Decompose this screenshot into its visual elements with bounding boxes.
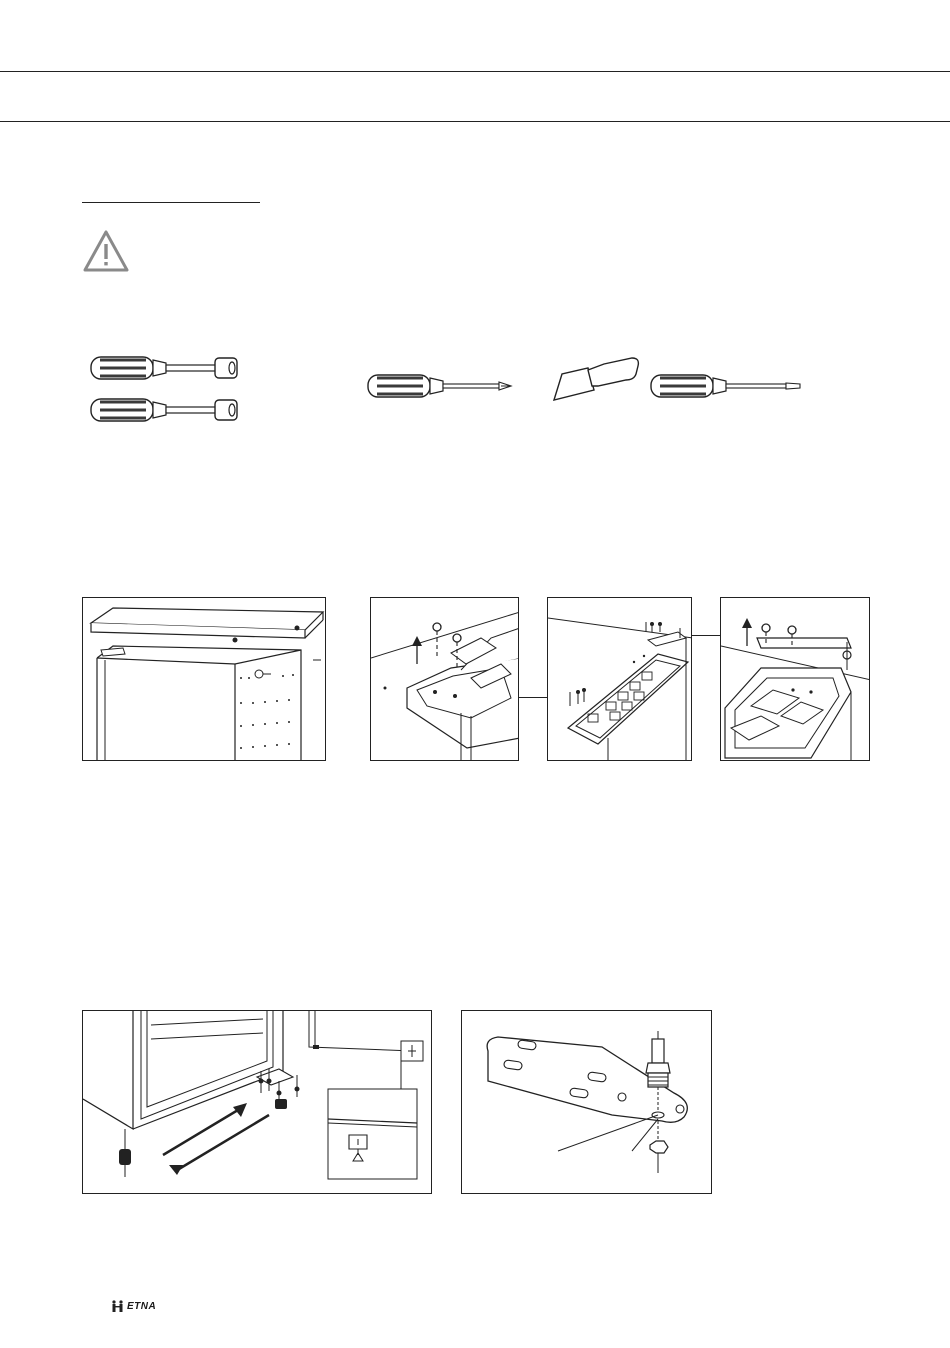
header-rule-top [0, 71, 950, 72]
socket-driver-icon [88, 352, 243, 384]
brand-logo-text: ETNA [127, 1300, 157, 1312]
connector-line [692, 635, 721, 636]
brand-logo [111, 1299, 156, 1313]
putty-knife-icon [548, 356, 643, 408]
figure-top-overview [547, 597, 692, 761]
section-heading-underline [82, 202, 260, 203]
phillips-screwdriver-icon [365, 370, 520, 402]
etna-figures-icon [111, 1300, 125, 1312]
figure-bottom-hinge [82, 1010, 432, 1194]
connector-line [519, 697, 548, 698]
figure-top-cover-removal [82, 597, 326, 761]
socket-driver-icon [88, 394, 243, 426]
figure-hinge-cover-left [370, 597, 519, 761]
figure-hinge-plate [461, 1010, 712, 1194]
warning-triangle-icon [82, 229, 130, 273]
header-rule-bottom [0, 121, 950, 122]
figure-hinge-cover-right [720, 597, 870, 761]
flat-screwdriver-icon [648, 370, 808, 402]
